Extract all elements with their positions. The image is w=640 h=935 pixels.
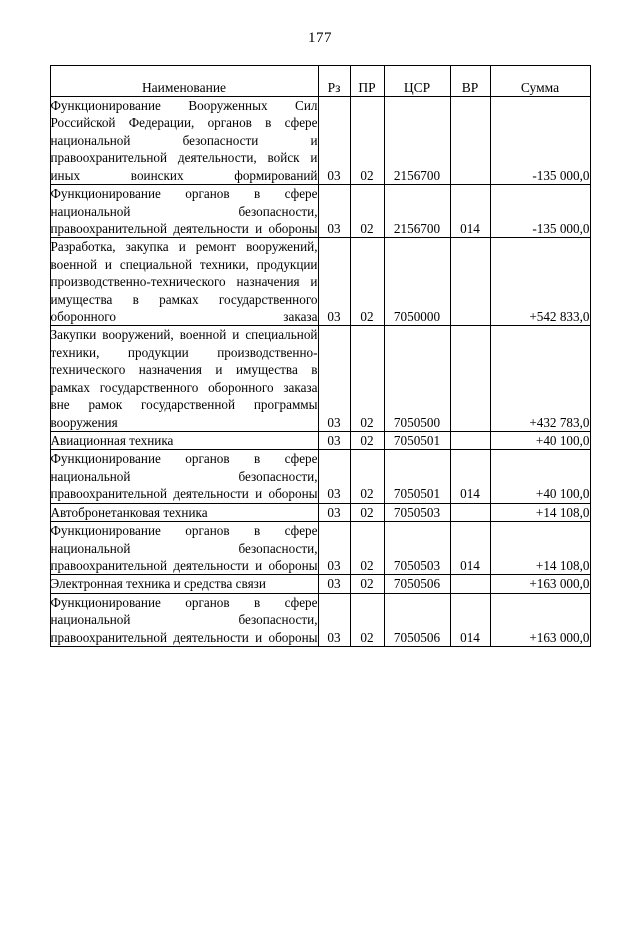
row-vr [450, 575, 490, 593]
row-name: Функционирование органов в сфере национальной безопасности, правоохранительной деятельности и обороны [50, 451, 318, 502]
row-rz: 03 [318, 238, 350, 326]
document-page [0, 30, 640, 935]
row-csr: 7050501 [384, 450, 450, 503]
row-name: Разработка, закупка и ремонт вооружений, военной и специальной техники, продукции производственно-технического назначения и имущества в рамках государственного оборонного заказа [50, 239, 318, 325]
table-body [50, 97, 590, 647]
table-header-row [50, 66, 590, 97]
row-pr: 02 [350, 503, 384, 521]
row-vr: 014 [450, 593, 490, 646]
row-csr: 7050000 [384, 238, 450, 326]
row-name: Функционирование органов в сфере национальной безопасности, правоохранительной деятельности и обороны [50, 523, 318, 573]
row-csr: 2156700 [384, 97, 450, 185]
column-header-vr: ВР [450, 66, 490, 97]
row-pr: 02 [350, 185, 384, 238]
row-rz: 03 [318, 575, 350, 593]
row-vr [450, 432, 490, 450]
row-pr: 02 [350, 97, 384, 185]
row-name: Функционирование органов в сфере национальной безопасности, правоохранительной деятельности и обороны [50, 594, 318, 645]
row-vr [450, 238, 490, 326]
row-pr: 02 [350, 326, 384, 432]
column-header-pr: ПР [350, 66, 384, 97]
row-rz: 03 [318, 185, 350, 238]
table-row [50, 326, 590, 432]
table-header [50, 66, 590, 97]
row-name: Закупки вооружений, военной и специальной техники, продукции производственно-технического назначения и имущества в рамках государственного оборонного заказа вне рамок государственной программы вооружения [50, 327, 318, 430]
row-name: Авиационная техника [50, 432, 318, 450]
row-rz: 03 [318, 503, 350, 521]
row-pr: 02 [350, 522, 384, 575]
row-sum: +40 100,0 [490, 450, 590, 503]
row-sum: -135 000,0 [490, 185, 590, 238]
row-vr: 014 [450, 522, 490, 575]
table-row [50, 185, 590, 238]
table-row [50, 432, 590, 450]
row-pr: 02 [350, 238, 384, 326]
table-row [50, 593, 590, 646]
table-row [50, 238, 590, 326]
row-sum: +14 108,0 [490, 503, 590, 521]
page-number: 177 [308, 30, 332, 46]
row-pr: 02 [350, 432, 384, 450]
row-sum: +40 100,0 [490, 432, 590, 450]
row-rz: 03 [318, 522, 350, 575]
row-csr: 7050506 [384, 575, 450, 593]
column-header-rz: Рз [318, 66, 350, 97]
row-name: Электронная техника и средства связи [50, 575, 318, 593]
table-row [50, 450, 590, 503]
column-header-csr: ЦСР [384, 66, 450, 97]
row-sum: +542 833,0 [490, 238, 590, 326]
row-rz: 03 [318, 593, 350, 646]
row-rz: 03 [318, 432, 350, 450]
row-pr: 02 [350, 450, 384, 503]
row-sum: +432 783,0 [490, 326, 590, 432]
row-pr: 02 [350, 575, 384, 593]
row-sum: -135 000,0 [490, 97, 590, 185]
row-vr [450, 503, 490, 521]
row-name: Автобронетанковая техника [50, 503, 318, 521]
row-vr: 014 [450, 450, 490, 503]
row-rz: 03 [318, 326, 350, 432]
row-csr: 2156700 [384, 185, 450, 238]
table-row [50, 97, 590, 185]
row-csr: 7050503 [384, 503, 450, 521]
row-rz: 03 [318, 450, 350, 503]
row-vr [450, 326, 490, 432]
row-vr: 014 [450, 185, 490, 238]
row-vr [450, 97, 490, 185]
row-sum: +163 000,0 [490, 575, 590, 593]
table-row [50, 522, 590, 575]
row-rz: 03 [318, 97, 350, 185]
budget-table [50, 65, 591, 647]
row-name: Функционирование органов в сфере национальной безопасности, правоохранительной деятельности и обороны [50, 186, 318, 236]
column-header-name: Наименование [50, 66, 318, 97]
row-pr: 02 [350, 593, 384, 646]
table-row [50, 575, 590, 593]
table-row [50, 503, 590, 521]
column-header-sum: Сумма [490, 66, 590, 97]
row-sum: +163 000,0 [490, 593, 590, 646]
row-name: Функционирование Вооруженных Сил Российской Федерации, органов в сфере национальной безопасности и правоохранительной деятельности, войск и иных воинских формирований [50, 98, 318, 183]
row-csr: 7050500 [384, 326, 450, 432]
row-csr: 7050501 [384, 432, 450, 450]
row-sum: +14 108,0 [490, 522, 590, 575]
row-csr: 7050503 [384, 522, 450, 575]
row-csr: 7050506 [384, 593, 450, 646]
